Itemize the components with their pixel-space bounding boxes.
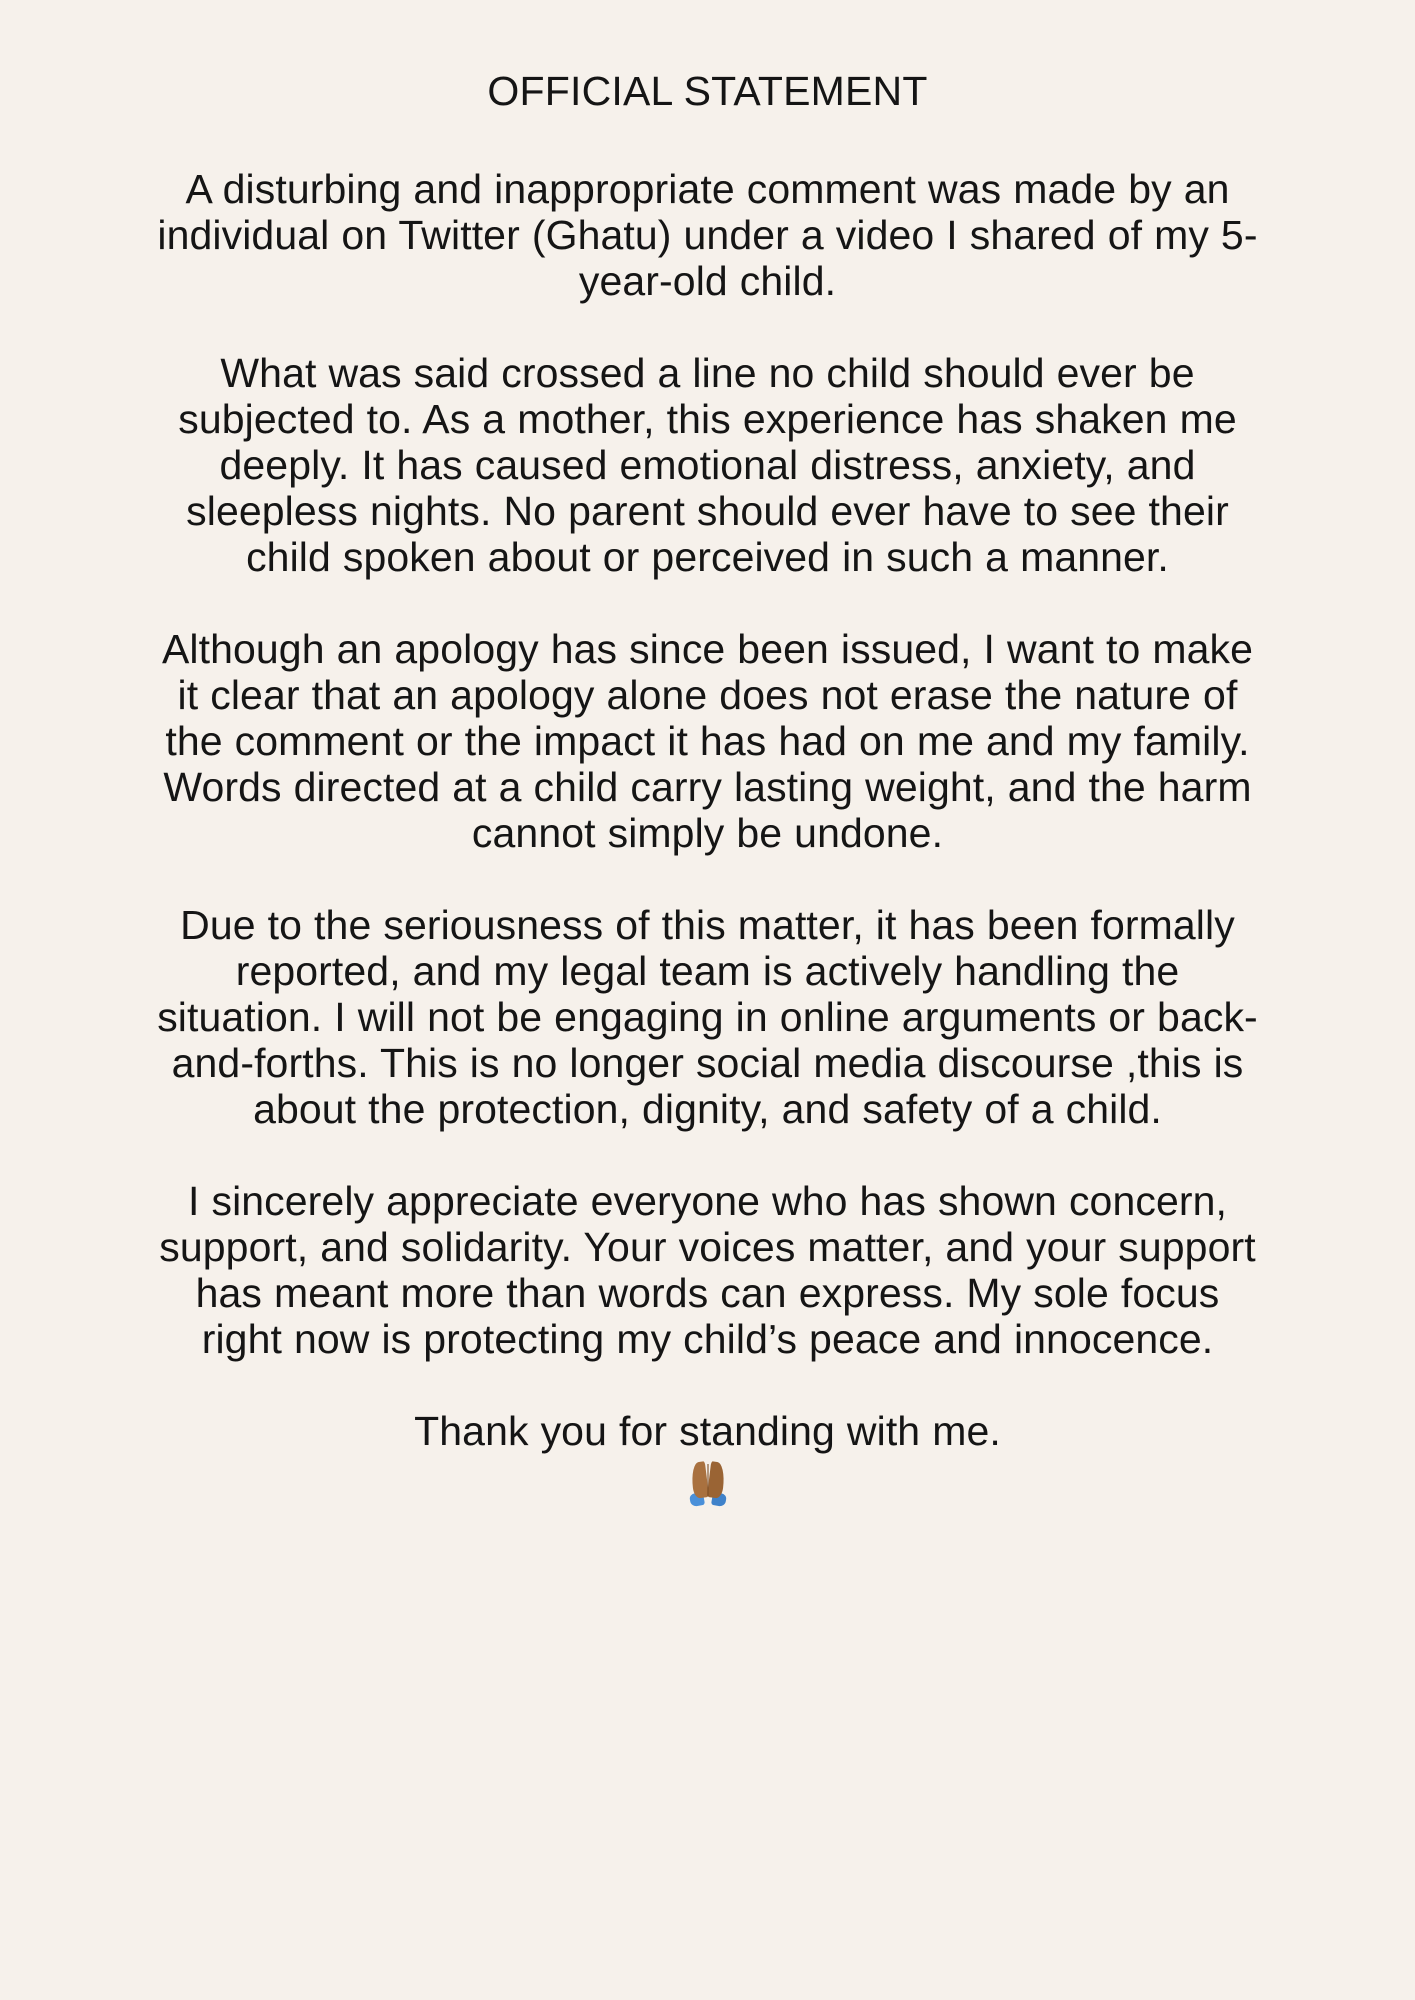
closing-block — [150, 1408, 1265, 1506]
paragraph-block-2 — [150, 350, 1265, 580]
statement-paragraph: Although an apology has since been issued, I want to make it clear that an apology alone does not erase the nature of the comment or the impact it has had on me and my family. Words directed at a child carry lasting weight, and the harm cannot simply be undone. — [161, 626, 1254, 856]
paragraph-block-5 — [150, 1178, 1265, 1362]
statement-paragraph: I sincerely appreciate everyone who has shown concern, support, and solidarity. Your voices matter, and your support has meant more than words can express. My sole focus right now is protecting my child’s peace and innocence. — [159, 1178, 1256, 1362]
statement-paragraph: A disturbing and inappropriate comment was made by an individual on Twitter (Ghatu) under a video I shared of my 5-year-old child. — [157, 166, 1258, 304]
title-spacer — [150, 120, 1265, 166]
paragraph-block-1 — [150, 166, 1265, 304]
statement-paragraph: What was said crossed a line no child should ever be subjected to. As a mother, this experience has shaken me deeply. It has caused emotional distress, anxiety, and sleepless nights. No parent should ever have to see their child spoken about or perceived in such a manner. — [178, 350, 1237, 580]
statement-paragraph: Due to the seriousness of this matter, it has been formally reported, and my legal team is actively handling the situation. I will not be engaging in online arguments or back-and-forths. This is no longer social media discourse ,this is about the protection, dignity, and safety of a child. — [157, 902, 1258, 1132]
folded-hands-icon — [686, 1458, 730, 1506]
paragraph-block-3 — [150, 626, 1265, 856]
closing-emoji-line — [150, 1454, 1265, 1506]
folded-hands-seam — [707, 1464, 709, 1496]
page-title: OFFICIAL STATEMENT — [487, 68, 928, 114]
closing-line: Thank you for standing with me. — [414, 1408, 1001, 1454]
paragraph-block-4 — [150, 902, 1265, 1132]
